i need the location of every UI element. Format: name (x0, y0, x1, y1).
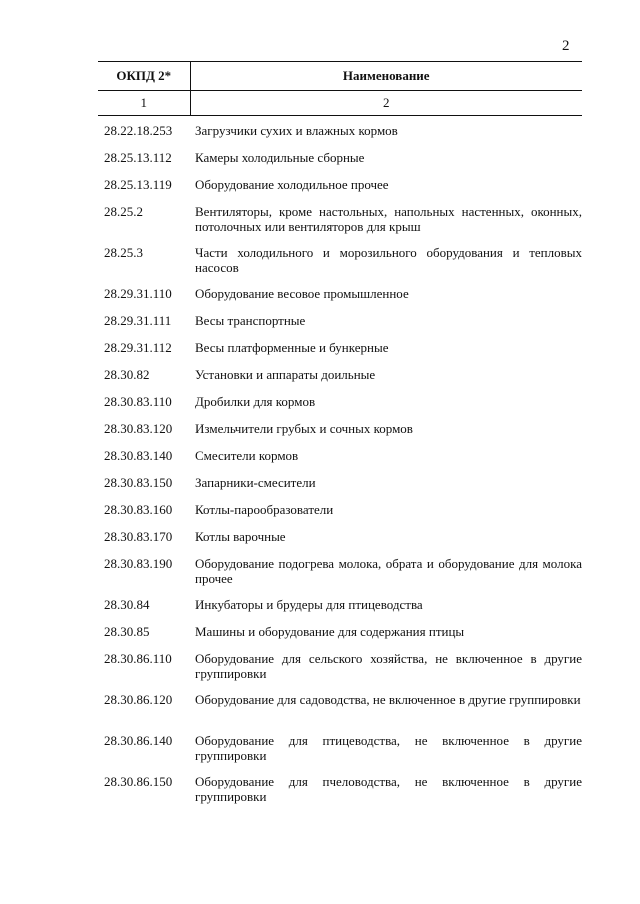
item-name: Загрузчики сухих и влажных кормов (195, 123, 398, 138)
page-number: 2 (562, 38, 570, 54)
table-body (98, 123, 582, 815)
okpd-code: 28.30.82 (104, 367, 150, 382)
okpd-code: 28.29.31.111 (104, 313, 172, 328)
column-number-2: 2 (190, 91, 582, 116)
table-row (98, 556, 582, 597)
table-row (98, 245, 582, 286)
item-name: Вентиляторы, кроме настольных, напольных настенных, оконных, потолочных или вентиляторов для крыш (195, 204, 582, 234)
item-name: Установки и аппараты доильные (195, 367, 376, 382)
table-row (98, 475, 582, 502)
okpd-code: 28.30.83.170 (104, 529, 173, 544)
item-name: Машины и оборудование для содержания птицы (195, 624, 465, 639)
okpd-code: 28.25.3 (104, 245, 143, 260)
item-name: Камеры холодильные сборные (195, 150, 365, 165)
item-name: Оборудование для птицеводства, не включенное в другие группировки (195, 733, 582, 763)
okpd-code: 28.29.31.112 (104, 340, 172, 355)
item-name: Котлы-парообразователи (195, 502, 334, 517)
table-row (98, 597, 582, 624)
okpd-code: 28.30.85 (104, 624, 150, 639)
item-name: Оборудование для пчеловодства, не включенное в другие группировки (195, 774, 582, 804)
header-spacer (98, 116, 582, 124)
okpd-code: 28.30.86.110 (104, 651, 172, 666)
column-number-row (98, 91, 582, 116)
okpd-table (98, 61, 582, 815)
table-row (98, 421, 582, 448)
item-name: Оборудование для сельского хозяйства, не включенное в другие группировки (195, 651, 582, 681)
table-row (98, 448, 582, 475)
item-name: Оборудование холодильное прочее (195, 177, 389, 192)
item-name: Запарники-смесители (195, 475, 316, 490)
table-row (98, 313, 582, 340)
item-name: Весы транспортные (195, 313, 306, 328)
okpd-code: 28.25.2 (104, 204, 143, 219)
table-header (98, 62, 582, 124)
header-code: ОКПД 2* (98, 62, 190, 91)
item-name: Весы платформенные и бункерные (195, 340, 389, 355)
okpd-code: 28.22.18.253 (104, 123, 173, 138)
table-row (98, 394, 582, 421)
okpd-code: 28.30.84 (104, 597, 150, 612)
table-row (98, 367, 582, 394)
table-row (98, 340, 582, 367)
table-row (98, 529, 582, 556)
okpd-code: 28.30.83.110 (104, 394, 172, 409)
okpd-code: 28.30.83.190 (104, 556, 173, 571)
table-row (98, 624, 582, 651)
item-name: Оборудование подогрева молока, обрата и оборудование для молока прочее (195, 556, 582, 586)
okpd-code: 28.30.83.160 (104, 502, 173, 517)
okpd-code: 28.25.13.119 (104, 177, 172, 192)
item-name: Инкубаторы и брудеры для птицеводства (195, 597, 423, 612)
header-name: Наименование (190, 62, 582, 91)
okpd-code: 28.30.86.140 (104, 733, 173, 748)
column-number-1: 1 (98, 91, 190, 116)
table-row (98, 123, 582, 150)
table-row (98, 286, 582, 313)
table-row (98, 204, 582, 245)
item-name: Котлы варочные (195, 529, 286, 544)
table-row (98, 502, 582, 529)
table-row (98, 150, 582, 177)
item-name: Измельчители грубых и сочных кормов (195, 421, 413, 436)
okpd-code: 28.30.86.150 (104, 774, 173, 789)
item-name: Оборудование весовое промышленное (195, 286, 409, 301)
okpd-code: 28.30.83.140 (104, 448, 173, 463)
table-row (98, 651, 582, 692)
okpd-code: 28.30.86.120 (104, 692, 173, 707)
item-name: Дробилки для кормов (195, 394, 316, 409)
okpd-code: 28.25.13.112 (104, 150, 172, 165)
item-name: Смесители кормов (195, 448, 299, 463)
okpd-table-container (98, 61, 582, 815)
okpd-code: 28.29.31.110 (104, 286, 172, 301)
table-row (98, 733, 582, 774)
table-row (98, 692, 582, 733)
table-row (98, 774, 582, 815)
okpd-code: 28.30.83.150 (104, 475, 173, 490)
header-row (98, 62, 582, 91)
item-name: Части холодильного и морозильного оборудования и тепловых насосов (195, 245, 582, 275)
item-name: Оборудование для садоводства, не включенное в другие группировки (195, 692, 581, 707)
table-row (98, 177, 582, 204)
okpd-code: 28.30.83.120 (104, 421, 173, 436)
